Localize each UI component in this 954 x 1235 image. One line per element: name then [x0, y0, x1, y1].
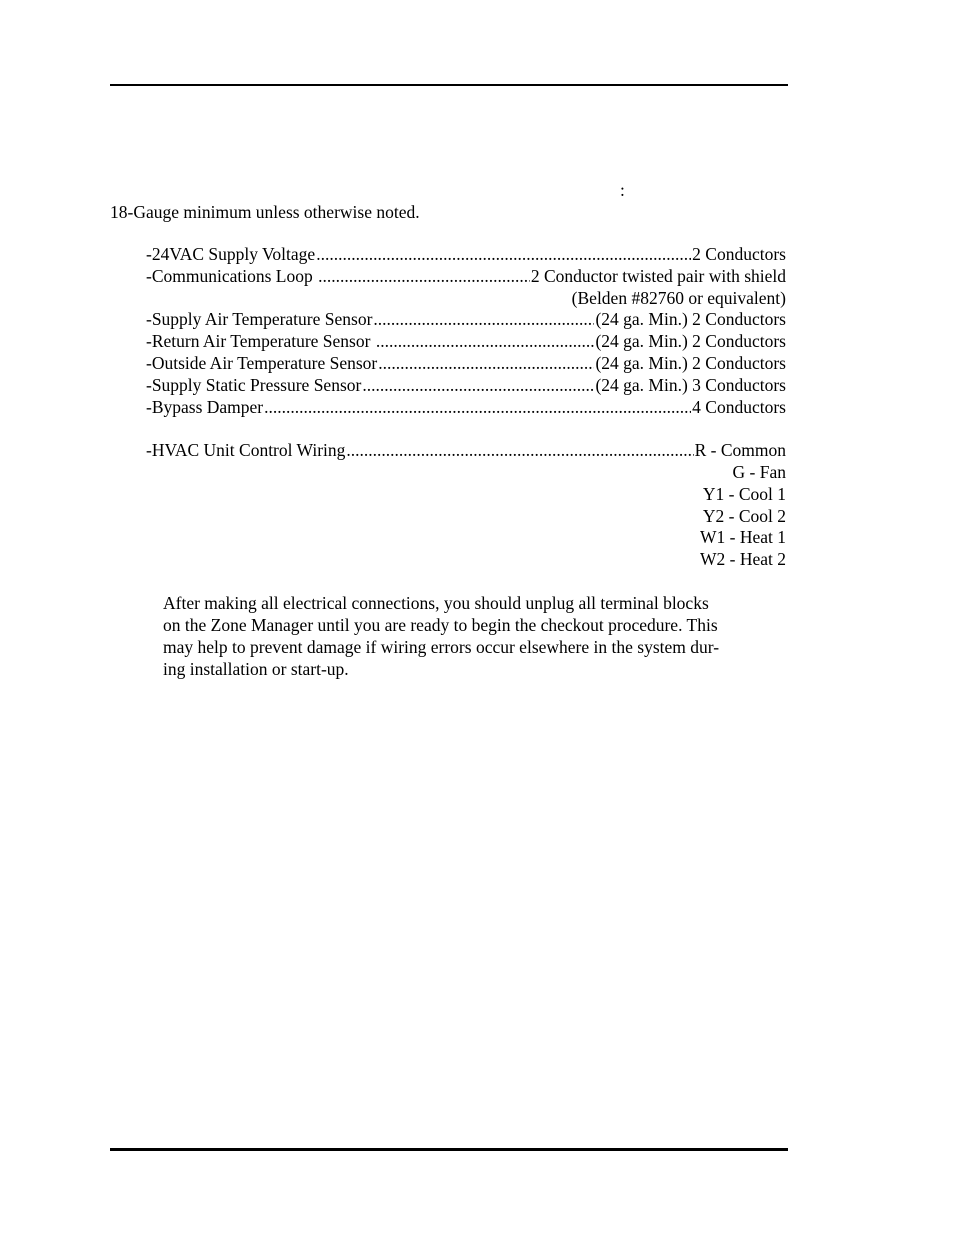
wiring-row-return-air-sensor: [146, 331, 786, 353]
wiring-value: (24 ga. Min.) 2 Conductors: [595, 331, 786, 352]
wiring-label: -Outside Air Temperature Sensor: [146, 352, 378, 373]
wiring-row-communications-loop: [146, 266, 786, 288]
wiring-value: 2 Conductors: [692, 244, 786, 264]
wiring-requirements-list: [146, 244, 786, 571]
dot-leader: [264, 397, 691, 419]
wiring-row-supply-air-sensor: [146, 309, 786, 331]
hvac-terminal-cool-2: Y2 - Cool 2: [702, 505, 786, 526]
hvac-terminal-fan: G - Fan: [732, 461, 786, 482]
hvac-terminal-cool-1: Y1 - Cool 1: [702, 483, 786, 504]
wiring-row-bypass-damper: [146, 397, 786, 419]
wiring-label: -HVAC Unit Control Wiring: [146, 440, 346, 461]
communications-loop-cable-note: (Belden #82760 or equivalent): [571, 287, 786, 308]
wiring-label: -Bypass Damper: [146, 396, 264, 417]
wiring-label: -Communications Loop: [146, 265, 318, 286]
wiring-value: (24 ga. Min.) 2 Conductors: [595, 309, 786, 330]
wiring-label: -24VAC Supply Voltage: [146, 244, 316, 264]
wiring-row-supply-voltage: [146, 244, 786, 266]
installation-note: [163, 592, 763, 680]
wiring-label: -Return Air Temperature Sensor: [146, 331, 375, 352]
wire-gauge-intro: 18-Gauge minimum unless otherwise noted.: [110, 202, 420, 222]
hvac-terminal-heat-2: W2 - Heat 2: [699, 549, 786, 570]
wiring-row-outside-air-sensor: [146, 353, 786, 375]
dot-leader: [346, 440, 693, 462]
wiring-value: R - Common: [694, 440, 786, 461]
colon-mark: :: [620, 180, 625, 200]
dot-leader: [362, 375, 594, 397]
dot-leader: [376, 331, 595, 353]
footer-rule: [110, 1148, 788, 1151]
wiring-label: -Supply Static Pressure Sensor: [146, 374, 362, 395]
dot-leader: [378, 353, 594, 375]
note-line: may help to prevent damage if wiring errors occur elsewhere in the system dur-: [163, 637, 720, 657]
list-spacer: [146, 418, 786, 440]
note-line: After making all electrical connections, you should unplug all terminal blocks: [163, 593, 709, 613]
note-line: on the Zone Manager until you are ready to begin the checkout procedure. This: [163, 615, 718, 635]
hvac-terminal-heat-1: W1 - Heat 1: [699, 527, 786, 548]
dot-leader: [373, 309, 594, 331]
dot-leader: [316, 244, 691, 266]
wiring-label: -Supply Air Temperature Sensor: [146, 309, 373, 330]
wiring-value: (24 ga. Min.) 2 Conductors: [595, 352, 786, 373]
wiring-row-static-pressure-sensor: [146, 375, 786, 397]
dot-leader: [318, 266, 530, 288]
wiring-value: 2 Conductor twisted pair with shield: [530, 265, 786, 286]
wiring-value: (24 ga. Min.) 3 Conductors: [595, 374, 786, 395]
header-rule: [110, 84, 788, 86]
note-line: ing installation or start-up.: [163, 659, 349, 679]
wiring-value: 4 Conductors: [692, 396, 786, 417]
wiring-row-hvac-control: [146, 440, 786, 462]
